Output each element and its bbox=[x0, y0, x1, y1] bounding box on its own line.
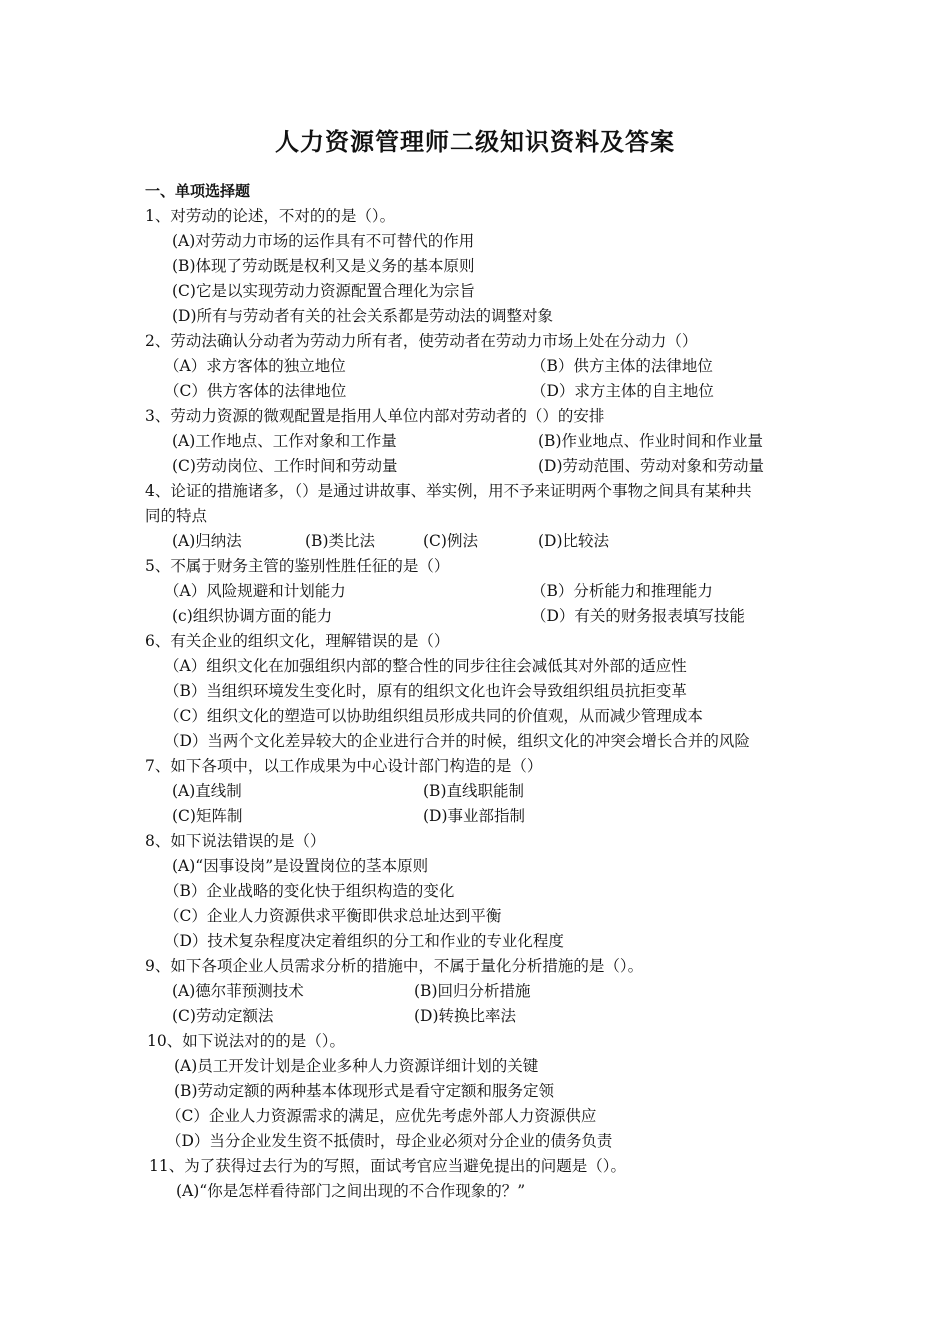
question-5-option-b: （B）分析能力和推理能力 bbox=[531, 582, 713, 600]
question-2-stem: 2、劳动法确认分动者为劳动力所有者，使劳动者在劳动力市场上处在分动力（） bbox=[145, 332, 698, 350]
question-2-option-b: （B）供方主体的法律地位 bbox=[531, 357, 713, 375]
question-9-option-a: (A)德尔菲预测技术 bbox=[172, 982, 304, 1000]
question-1-option-c: (C)它是以实现劳动力资源配置合理化为宗旨 bbox=[172, 282, 475, 300]
question-3-option-d: (D)劳动范围、劳动对象和劳动量 bbox=[538, 457, 765, 475]
question-5-stem: 5、不属于财务主管的鉴别性胜任征的是（） bbox=[145, 557, 450, 575]
question-10-option-c: （C）企业人力资源需求的满足，应优先考虑外部人力资源供应 bbox=[166, 1107, 597, 1125]
question-1-option-a: (A)对劳动力市场的运作具有不可替代的作用 bbox=[172, 232, 475, 250]
question-3-option-b: (B)作业地点、作业时间和作业量 bbox=[538, 432, 763, 450]
question-9-option-c: (C)劳动定额法 bbox=[172, 1007, 274, 1025]
question-8-option-c: （C）企业人力资源供求平衡即供求总址达到平衡 bbox=[164, 907, 502, 925]
question-11-option-a: (A)“你是怎样看待部门之间出现的不合作现象的？” bbox=[176, 1182, 526, 1200]
question-1-stem: 1、对劳动的论述，不对的的是（）。 bbox=[145, 207, 396, 225]
question-5-option-d: （D）有关的财务报表填写技能 bbox=[531, 607, 745, 625]
question-8-option-d: （D）技术复杂程度决定着组织的分工和作业的专业化程度 bbox=[164, 932, 564, 950]
question-10-option-d: （D）当分企业发生资不抵债时，母企业必须对分企业的债务负责 bbox=[166, 1132, 613, 1150]
question-7-option-a: (A)直线制 bbox=[172, 782, 242, 800]
question-2-option-c: （C）供方客体的法律地位 bbox=[164, 382, 347, 400]
question-1-option-d: (D)所有与劳动者有关的社会关系都是劳动法的调整对象 bbox=[172, 307, 554, 325]
question-2-option-d: （D）求方主体的自主地位 bbox=[531, 382, 714, 400]
section-heading: 一、单项选择题 bbox=[145, 182, 251, 200]
question-7-option-b: (B)直线职能制 bbox=[423, 782, 524, 800]
question-9-option-b: (B)回归分析措施 bbox=[414, 982, 531, 1000]
question-10-option-a: (A)员工开发计划是企业多种人力资源详细计划的关键 bbox=[174, 1057, 539, 1075]
question-3-option-c: (C)劳动岗位、工作时间和劳动量 bbox=[172, 457, 398, 475]
question-6-option-a: （A）组织文化在加强组织内部的整合性的同步往往会减低其对外部的适应性 bbox=[164, 657, 687, 675]
question-7-stem: 7、如下各项中，以工作成果为中心设计部门构造的是（） bbox=[145, 757, 543, 775]
question-8-stem: 8、如下说法错误的是（） bbox=[145, 832, 326, 850]
question-4-stem: 4、论证的措施诸多，（）是通过讲故事、举实例，用不予来证明两个事物之间具有某种共 bbox=[145, 482, 752, 500]
question-1-option-b: (B)体现了劳动既是权利又是义务的基本原则 bbox=[172, 257, 475, 275]
question-2-option-a: （A）求方客体的独立地位 bbox=[164, 357, 346, 375]
question-8-option-a: (A)“因事设岗”是设置岗位的茎本原则 bbox=[172, 857, 429, 875]
question-4-option-d: (D)比较法 bbox=[538, 532, 610, 550]
question-3-stem: 3、劳动力资源的微观配置是指用人单位内部对劳动者的（）的安排 bbox=[145, 407, 605, 425]
question-6-option-b: （B）当组织环境发生变化时，原有的组织文化也许会导致组织组员抗拒变革 bbox=[164, 682, 687, 700]
document-title: 人力资源管理师二级知识资料及答案 bbox=[275, 128, 675, 156]
question-7-option-c: (C)矩阵制 bbox=[172, 807, 243, 825]
question-8-option-b: （B）企业战略的变化快于组织构造的变化 bbox=[164, 882, 455, 900]
question-4-stem-continued: 同的特点 bbox=[145, 507, 208, 525]
question-5-option-c: (c)组织协调方面的能力 bbox=[172, 607, 333, 625]
question-10-option-b: (B)劳动定额的两种基本体现形式是看守定额和服务定领 bbox=[174, 1082, 554, 1100]
question-7-option-d: (D)事业部指制 bbox=[423, 807, 526, 825]
question-10-stem: 10、如下说法对的的是（）。 bbox=[147, 1032, 345, 1050]
question-3-option-a: (A)工作地点、工作对象和工作量 bbox=[172, 432, 397, 450]
question-6-option-d: （D）当两个文化差异较大的企业进行合并的时候，组织文化的冲突会增长合并的风险 bbox=[164, 732, 750, 750]
question-4-option-c: (C)例法 bbox=[423, 532, 478, 550]
question-5-option-a: （A）风险规避和计划能力 bbox=[164, 582, 346, 600]
question-9-option-d: (D)转换比率法 bbox=[414, 1007, 517, 1025]
question-6-option-c: （C）组织文化的塑造可以协助组织组员形成共同的价值观，从而减少管理成本 bbox=[164, 707, 703, 725]
question-9-stem: 9、如下各项企业人员需求分析的措施中，不属于量化分析措施的是（）。 bbox=[145, 957, 644, 975]
question-4-option-a: (A)归纳法 bbox=[172, 532, 242, 550]
question-4-option-b: (B)类比法 bbox=[305, 532, 375, 550]
question-11-stem: 11、为了获得过去行为的写照，面试考官应当避免提出的问题是（）。 bbox=[149, 1157, 626, 1175]
question-6-stem: 6、有关企业的组织文化，理解错误的是（） bbox=[145, 632, 450, 650]
